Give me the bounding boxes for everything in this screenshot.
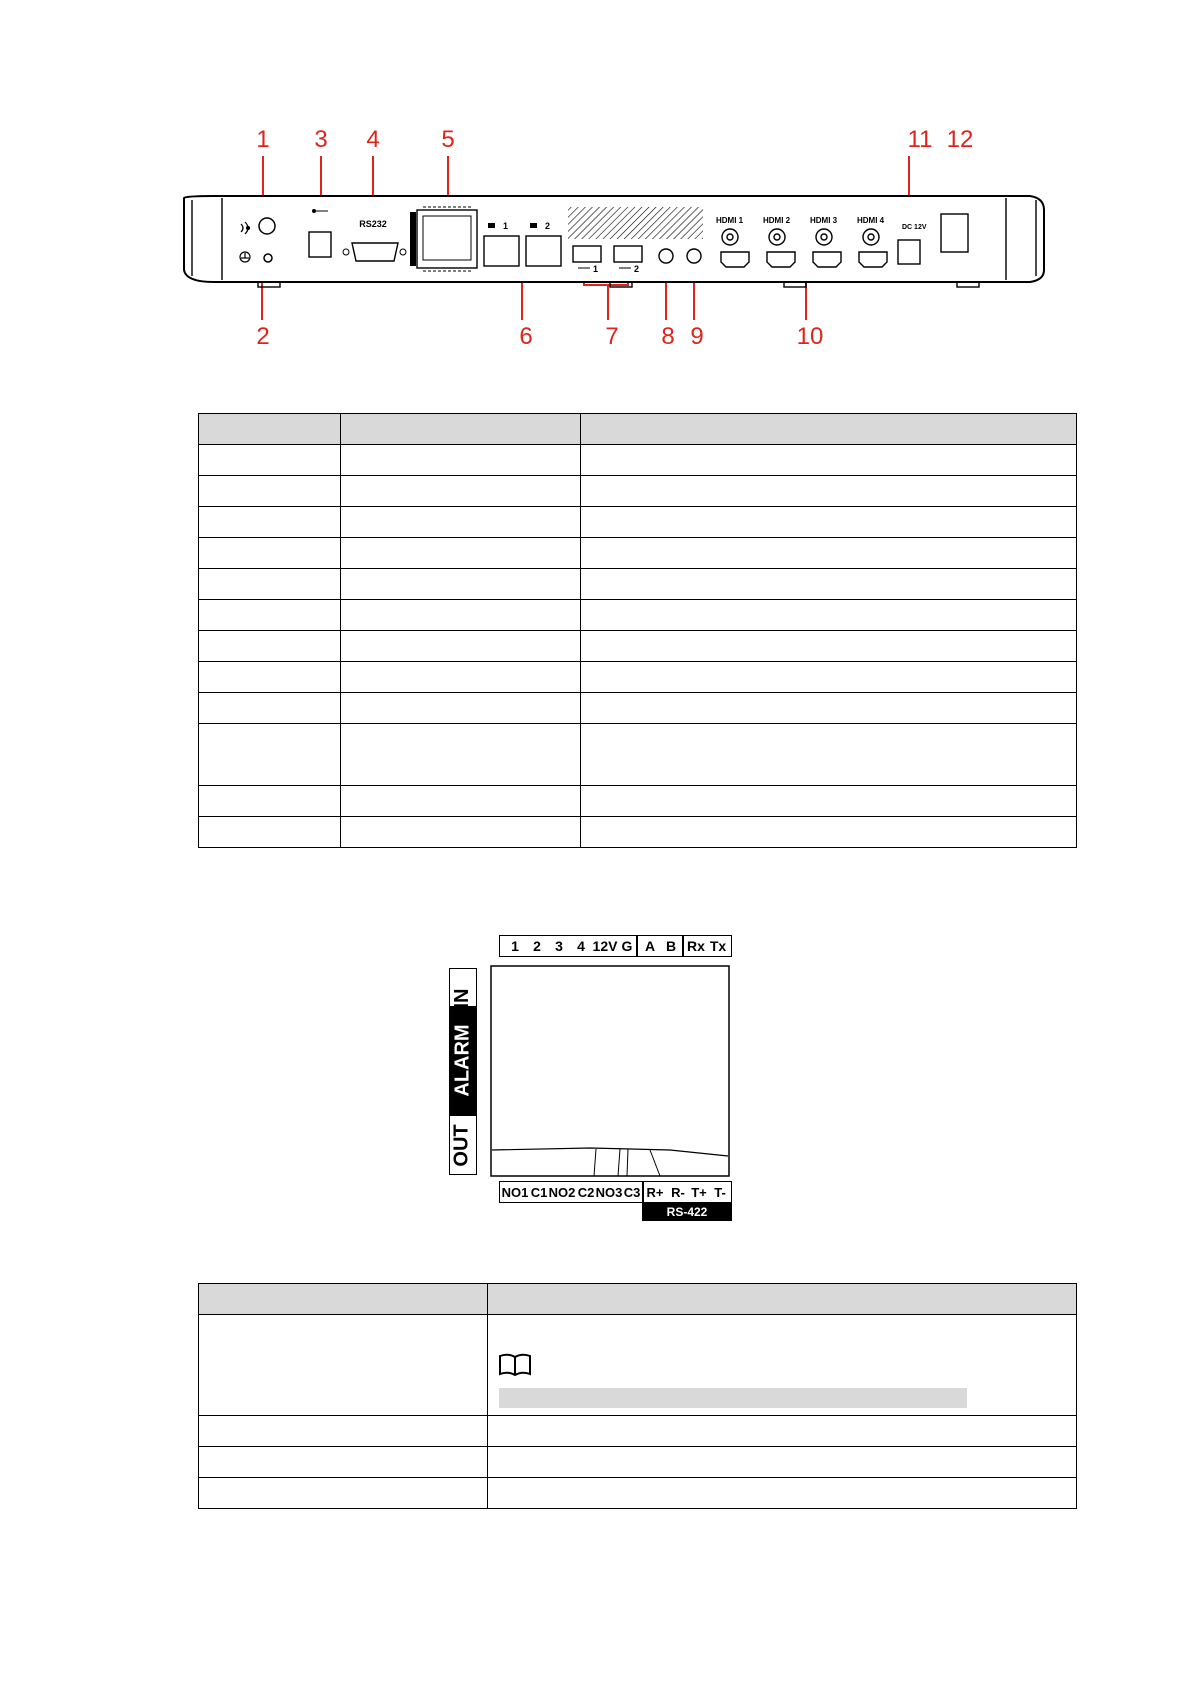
terminal-label: T- <box>714 1184 726 1200</box>
side-label-in: IN <box>451 988 473 1009</box>
rear-panel-drawing <box>0 0 1191 360</box>
terminal-label: B <box>665 938 677 954</box>
table-row <box>199 631 1077 662</box>
table-row <box>199 1315 1077 1416</box>
table-row <box>199 507 1077 538</box>
terminal-label: R- <box>671 1184 685 1200</box>
rs422-bar: RS-422 <box>642 1203 732 1221</box>
svg-text:HDMI 3: HDMI 3 <box>810 216 838 225</box>
callout-5: 5 <box>441 126 455 153</box>
alarm-terminal-figure <box>440 935 740 1225</box>
terminal-label: 1 <box>511 938 519 954</box>
table-row <box>199 600 1077 631</box>
callout-2: 2 <box>256 323 270 350</box>
table-row <box>199 693 1077 724</box>
terminal-label: G <box>621 938 633 954</box>
terminal-label: 4 <box>577 938 585 954</box>
table-row <box>199 1416 1077 1447</box>
terminal-label: 12V <box>592 938 618 954</box>
bottom-terminal-strip <box>499 1181 732 1203</box>
callout-9: 9 <box>690 323 704 350</box>
table-row <box>199 1447 1077 1478</box>
table-row <box>199 1478 1077 1509</box>
svg-text:2: 2 <box>545 221 551 231</box>
callout-4: 4 <box>366 126 380 153</box>
callout-7: 7 <box>605 323 619 350</box>
svg-text:HDMI 2: HDMI 2 <box>763 216 791 225</box>
side-label-alarm: ALARM <box>451 1024 474 1097</box>
side-label-bar <box>449 968 477 1175</box>
table-row <box>199 569 1077 600</box>
callout-10: 10 <box>796 323 824 350</box>
table-row <box>199 662 1077 693</box>
callout-8: 8 <box>661 323 675 350</box>
table-row <box>199 724 1077 786</box>
terminal-label: T+ <box>691 1184 707 1200</box>
callout-6: 6 <box>519 323 533 350</box>
svg-text:2: 2 <box>634 264 640 274</box>
terminal-label: NO3 <box>595 1184 623 1200</box>
svg-text:1: 1 <box>593 264 599 274</box>
callout-12: 12 <box>946 126 974 153</box>
terminal-label: 3 <box>555 938 563 954</box>
side-label-out: OUT <box>450 1124 473 1167</box>
table-header-row <box>199 1284 1077 1315</box>
svg-text:DC 12V: DC 12V <box>902 224 927 231</box>
alarm-port-table <box>198 1283 1077 1509</box>
terminal-label: C2 <box>577 1184 595 1200</box>
terminal-label: 2 <box>533 938 541 954</box>
terminal-label: Rx <box>687 938 705 954</box>
callout-3: 3 <box>314 126 328 153</box>
table-row <box>199 538 1077 569</box>
callout-11: 11 <box>907 126 933 153</box>
callout-1: 1 <box>256 126 270 153</box>
terminal-label: R+ <box>646 1184 664 1200</box>
svg-text:HDMI 1: HDMI 1 <box>716 216 744 225</box>
top-terminal-strip <box>499 935 732 957</box>
table-header-row <box>199 414 1077 445</box>
terminal-module <box>490 965 730 1177</box>
book-icon <box>498 1353 532 1377</box>
port-description-table <box>198 413 1077 848</box>
terminal-label: Tx <box>709 938 727 954</box>
terminal-label: NO2 <box>548 1184 576 1200</box>
table-row <box>199 817 1077 848</box>
note-shading-bar <box>499 1388 967 1408</box>
table-row <box>199 786 1077 817</box>
terminal-label: C3 <box>623 1184 641 1200</box>
rear-panel-figure <box>0 0 1191 360</box>
svg-text:HDMI 4: HDMI 4 <box>857 216 885 225</box>
terminal-label: NO1 <box>501 1184 529 1200</box>
rs232-label: RS232 <box>359 219 387 229</box>
terminal-label: C1 <box>530 1184 548 1200</box>
table-row <box>199 445 1077 476</box>
table-row <box>199 476 1077 507</box>
svg-text:1: 1 <box>503 221 509 231</box>
terminal-label: A <box>644 938 656 954</box>
